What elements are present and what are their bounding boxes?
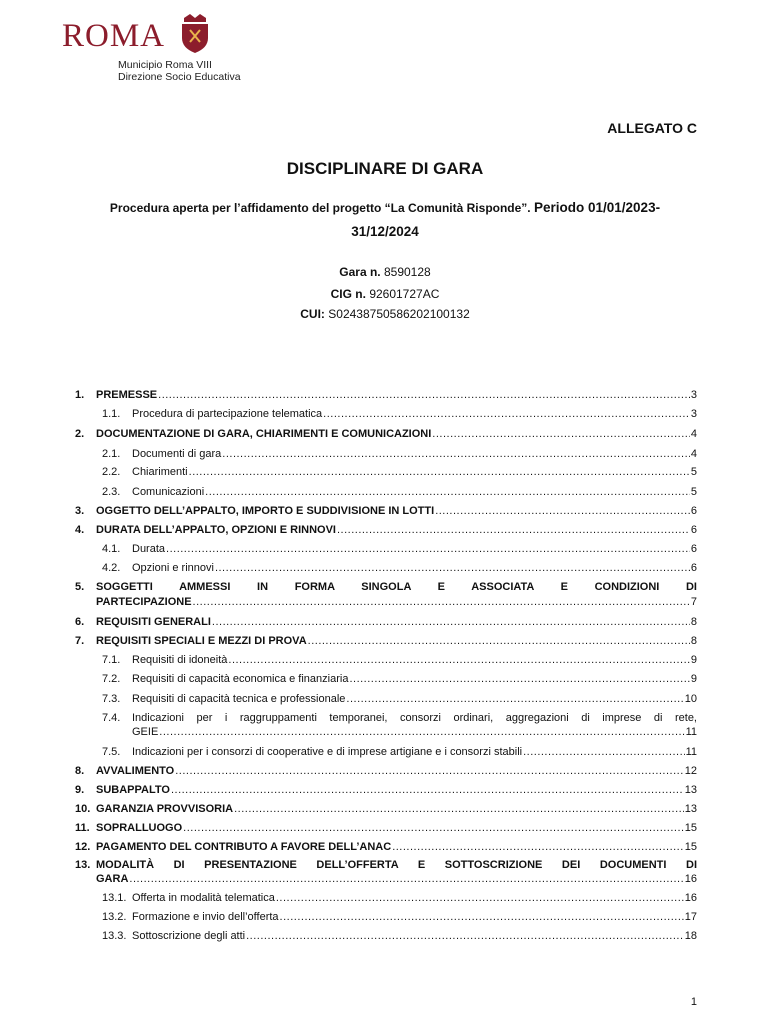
toc-entry[interactable] <box>102 692 697 706</box>
toc-entry-line1: SOGGETTI AMMESSI IN FORMA SINGOLA E ASSOCIATA E CONDIZIONI DI <box>96 581 697 593</box>
gara-line <box>0 265 770 279</box>
subtitle-part1: Procedura aperta per l’affidamento del progetto “La Comunità Risponde”. <box>109 201 531 215</box>
gara-value: 8590128 <box>383 265 431 279</box>
toc-title: GARANZIA PROVVISORIA <box>96 803 234 815</box>
toc-page: 8 <box>690 616 697 628</box>
toc-page: 13 <box>684 803 697 815</box>
allegato-label: ALLEGATO C <box>607 120 697 136</box>
toc-entry[interactable] <box>75 764 697 778</box>
toc-entry[interactable] <box>102 407 697 421</box>
cui-value: S02438750586202100132 <box>328 307 470 321</box>
cui-label: CUI: <box>300 307 325 321</box>
toc-title: AVVALIMENTO <box>96 765 175 777</box>
toc-num: 3. <box>75 505 85 517</box>
toc-page: 16 <box>684 892 697 904</box>
toc-entry-num: 7.4. <box>102 712 121 724</box>
toc-page: 9 <box>690 654 697 666</box>
toc-entry[interactable] <box>75 802 697 816</box>
toc-title: PAGAMENTO DEL CONTRIBUTO A FAVORE DELL’ANAC <box>96 841 392 853</box>
toc-entry[interactable] <box>102 745 697 759</box>
cig-value: 92601727AC <box>369 287 440 301</box>
toc-page: 18 <box>684 930 697 942</box>
cig-label: CIG n. <box>330 287 366 301</box>
toc-page: 13 <box>684 784 697 796</box>
toc-page: 12 <box>684 765 697 777</box>
toc-entry[interactable] <box>75 504 697 518</box>
toc-num: 4.2. <box>102 562 121 574</box>
toc-entry[interactable] <box>75 821 697 835</box>
toc-num: 13.2. <box>102 911 127 923</box>
toc-page: 11 <box>685 726 697 738</box>
toc-num: 2.3. <box>102 486 121 498</box>
toc-entry[interactable] <box>75 634 697 648</box>
toc-entry[interactable] <box>102 447 697 461</box>
toc-entry[interactable] <box>96 872 697 886</box>
toc-title: Requisiti di capacità tecnica e professionale <box>132 693 346 705</box>
toc-num: 2.1. <box>102 448 121 460</box>
toc-title: Chiarimenti <box>132 466 188 478</box>
toc-num: 1.1. <box>102 408 121 420</box>
toc-entry[interactable] <box>102 485 697 499</box>
toc-entry[interactable] <box>102 465 697 479</box>
toc-page: 5 <box>690 466 697 478</box>
toc-num: 4.1. <box>102 543 121 555</box>
toc-num: 10. <box>75 803 91 815</box>
subtitle-part2: Periodo 01/01/2023- <box>534 200 661 215</box>
toc-page: 8 <box>690 635 697 647</box>
toc-title: REQUISITI SPECIALI E MEZZI DI PROVA <box>96 635 307 647</box>
toc-num: 8. <box>75 765 85 777</box>
toc-entry-line1: MODALITÀ DI PRESENTAZIONE DELL’OFFERTA E SOTTOSCRIZIONE DEI DOCUMENTI DI <box>96 859 697 871</box>
direzione-label: Direzione Socio Educativa <box>118 71 241 83</box>
toc-entry[interactable] <box>102 891 697 905</box>
toc-title: Formazione e invio dell’offerta <box>132 911 279 923</box>
toc-num: 2. <box>75 428 85 440</box>
toc-entry[interactable] <box>102 542 697 556</box>
toc-title: Documenti di gara <box>132 448 222 460</box>
toc-page: 11 <box>685 746 697 758</box>
toc-page: 7 <box>690 596 697 608</box>
toc-title: Procedura di partecipazione telematica <box>132 408 323 420</box>
toc-entry[interactable] <box>75 840 697 854</box>
toc-num: 13.1. <box>102 892 127 904</box>
toc-title: Comunicazioni <box>132 486 205 498</box>
document-subtitle <box>60 196 710 244</box>
toc-num: 7.3. <box>102 693 121 705</box>
toc-title: Offerta in modalità telematica <box>132 892 275 904</box>
toc-num: 11. <box>75 822 90 834</box>
roma-crest-icon <box>178 12 212 54</box>
document-title: DISCIPLINARE DI GARA <box>286 159 484 178</box>
toc-entry[interactable] <box>102 653 697 667</box>
toc-title: Requisiti di capacità economica e finanziaria <box>132 673 349 685</box>
toc-title: Indicazioni per i consorzi di cooperative e di imprese artigiane e i consorzi stabili <box>132 746 523 758</box>
toc-entry-num: 5. <box>75 581 85 593</box>
toc-page: 6 <box>690 543 697 555</box>
toc-title: PREMESSE <box>96 389 158 401</box>
toc-num: 4. <box>75 524 85 536</box>
roma-logo-text: ROMA <box>62 18 166 54</box>
toc-entry[interactable] <box>75 523 697 537</box>
toc-entry-num: 13. <box>75 859 91 871</box>
toc-entry[interactable] <box>96 595 697 609</box>
toc-num: 1. <box>75 389 85 401</box>
toc-title: GEIE <box>132 726 159 738</box>
cui-line <box>0 307 770 321</box>
toc-entry[interactable] <box>75 783 697 797</box>
toc-title: SOPRALLUOGO <box>96 822 183 834</box>
toc-page: 4 <box>690 448 697 460</box>
toc-title: DOCUMENTAZIONE DI GARA, CHIARIMENTI E COMUNICAZIONI <box>96 428 432 440</box>
toc-entry[interactable] <box>102 561 697 575</box>
toc-entry[interactable] <box>132 725 697 739</box>
toc-title: REQUISITI GENERALI <box>96 616 211 628</box>
toc-num: 12. <box>75 841 91 853</box>
toc-page: 5 <box>690 486 697 498</box>
cig-line <box>0 287 770 301</box>
toc-entry[interactable] <box>102 672 697 686</box>
toc-title: Requisiti di idoneità <box>132 654 228 666</box>
toc-title: OGGETTO DELL’APPALTO, IMPORTO E SUDDIVISIONE IN LOTTI <box>96 505 435 517</box>
toc-page: 6 <box>690 562 697 574</box>
toc-page: 17 <box>684 911 697 923</box>
toc-num: 6. <box>75 616 85 628</box>
toc-page: 16 <box>684 873 697 885</box>
toc-num: 7. <box>75 635 85 647</box>
toc-title: Durata <box>132 543 166 555</box>
toc-num: 7.2. <box>102 673 121 685</box>
toc-page: 15 <box>684 822 697 834</box>
municipio-label: Municipio Roma VIII <box>118 59 212 71</box>
toc-page: 15 <box>684 841 697 853</box>
page-number: 1 <box>690 996 697 1008</box>
toc-title: DURATA DELL’APPALTO, OPZIONI E RINNOVI <box>96 524 336 536</box>
toc-page: 6 <box>690 524 697 536</box>
subtitle-part3: 31/12/2024 <box>351 224 419 239</box>
toc-entry[interactable] <box>102 910 697 924</box>
toc-entry[interactable] <box>102 929 697 943</box>
toc-title: Sottoscrizione degli atti <box>132 930 246 942</box>
toc-entry[interactable] <box>75 615 697 629</box>
toc-num: 7.5. <box>102 746 121 758</box>
toc-page: 3 <box>690 389 697 401</box>
toc-title: SUBAPPALTO <box>96 784 170 796</box>
toc-entry-line1: Indicazioni per i raggruppamenti temporanei, consorzi ordinari, aggregazioni di imprese di rete, <box>132 712 697 724</box>
toc-page: 4 <box>690 428 697 440</box>
toc-num: 13.3. <box>102 930 127 942</box>
toc-title: GARA <box>96 873 129 885</box>
toc-num: 9. <box>75 784 85 796</box>
toc-num: 7.1. <box>102 654 121 666</box>
gara-label: Gara n. <box>339 265 381 279</box>
toc-page: 6 <box>690 505 697 517</box>
toc-entry[interactable] <box>75 427 697 441</box>
toc-page: 3 <box>690 408 697 420</box>
toc-num: 2.2. <box>102 466 121 478</box>
toc-title: PARTECIPAZIONE <box>96 596 192 608</box>
toc-title: Opzioni e rinnovi <box>132 562 214 574</box>
toc-entry[interactable] <box>75 388 697 402</box>
toc-page: 10 <box>684 693 697 705</box>
toc-page: 9 <box>690 673 697 685</box>
